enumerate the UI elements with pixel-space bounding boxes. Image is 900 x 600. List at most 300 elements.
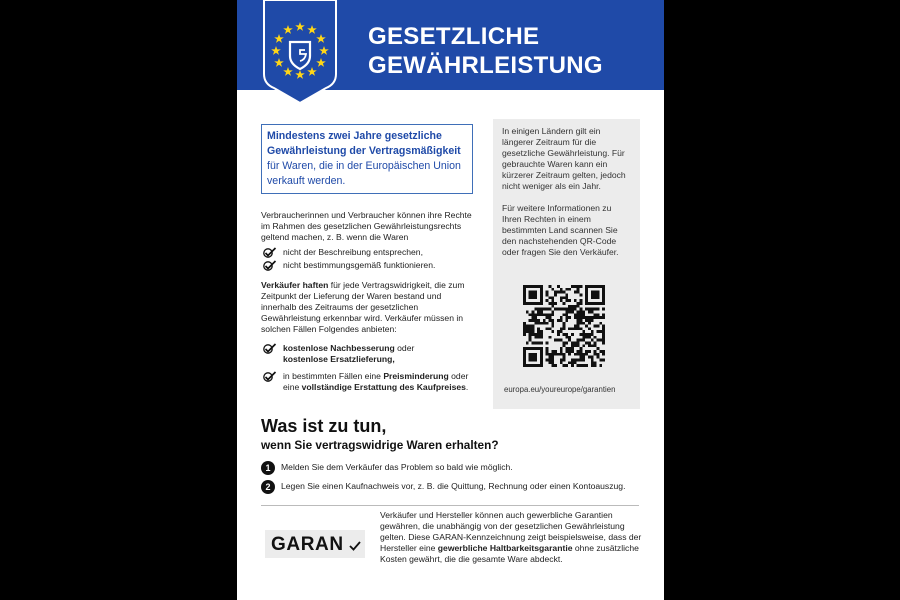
qr-module: [571, 342, 574, 345]
section-title: Was ist zu tun,: [261, 416, 387, 436]
qr-module: [546, 313, 549, 316]
qr-module: [597, 356, 600, 359]
qr-module: [563, 327, 566, 330]
qr-module: [582, 313, 585, 316]
qr-module: [597, 353, 600, 356]
qr-module: [534, 342, 537, 345]
qr-module: [526, 330, 529, 333]
qr-module: [574, 327, 577, 330]
check-icon: [263, 371, 277, 382]
qr-module: [582, 339, 585, 342]
qr-module: [531, 302, 534, 305]
qr-module: [574, 344, 577, 347]
qr-module: [534, 308, 537, 311]
qr-module: [537, 313, 540, 316]
qr-module: [546, 308, 549, 311]
qr-module: [568, 339, 571, 342]
qr-module: [546, 342, 549, 345]
qr-module: [546, 353, 549, 356]
qr-module: [531, 364, 534, 367]
section-subtitle: wenn Sie vertragswidrige Waren erhalten?: [261, 438, 499, 452]
qr-module: [523, 325, 526, 328]
qr-module: [594, 316, 597, 319]
qr-module: [602, 330, 605, 333]
qr-module: [537, 327, 540, 330]
qr-module: [523, 364, 526, 367]
qr-module: [540, 296, 543, 299]
qr-module: [540, 347, 543, 350]
qr-module: [523, 285, 526, 288]
qr-module: [537, 333, 540, 336]
qr-module: [580, 319, 583, 322]
qr-module: [546, 299, 549, 302]
qr-module: [546, 347, 549, 350]
qr-module: [565, 308, 568, 311]
qr-module: [540, 288, 543, 291]
qr-module: [602, 299, 605, 302]
qr-module: [543, 313, 546, 316]
qr-module: [571, 350, 574, 353]
qr-module: [531, 293, 534, 296]
qr-module: [529, 339, 532, 342]
step-text: Melden Sie dem Verkäufer das Problem so bald wie möglich.: [281, 462, 513, 472]
qr-module: [571, 344, 574, 347]
qr-module: [594, 302, 597, 305]
qr-module: [540, 342, 543, 345]
qr-module: [554, 339, 557, 342]
step-item: [261, 462, 639, 473]
qr-module: [597, 302, 600, 305]
list-item: [261, 343, 473, 365]
qr-module: [585, 299, 588, 302]
qr-module: [588, 322, 591, 325]
qr-module: [591, 356, 594, 359]
qr-module: [560, 288, 563, 291]
qr-module: [602, 285, 605, 288]
qr-module: [597, 293, 600, 296]
qr-module: [523, 296, 526, 299]
qr-module: [565, 319, 568, 322]
check-icon: [263, 260, 277, 271]
garan-text-bold: gewerbliche Haltbarkeitsgarantie: [437, 543, 573, 553]
qr-module: [537, 347, 540, 350]
qr-module: [540, 350, 543, 353]
qr-module: [557, 291, 560, 294]
qr-module: [585, 288, 588, 291]
qr-module: [565, 299, 568, 302]
qr-module: [597, 330, 600, 333]
qr-module: [526, 327, 529, 330]
qr-module: [574, 285, 577, 288]
qr-module: [571, 308, 574, 311]
title-line-1: GESETZLICHE: [368, 23, 540, 50]
qr-module: [523, 359, 526, 362]
qr-module: [563, 291, 566, 294]
qr-module: [563, 296, 566, 299]
steps-list: [261, 462, 639, 492]
qr-module: [551, 325, 554, 328]
qr-module: [554, 291, 557, 294]
qr-module: [588, 308, 591, 311]
qr-module: [557, 285, 560, 288]
qr-module: [537, 330, 540, 333]
qr-module: [582, 364, 585, 367]
qr-module: [599, 316, 602, 319]
qr-module: [534, 285, 537, 288]
page-title: [368, 22, 603, 80]
qr-module: [557, 308, 560, 311]
qr-module: [526, 347, 529, 350]
qr-module: [580, 347, 583, 350]
qr-module: [577, 353, 580, 356]
qr-module: [546, 327, 549, 330]
qr-module: [577, 350, 580, 353]
qr-module: [577, 359, 580, 362]
qr-module: [534, 353, 537, 356]
qr-module: [548, 356, 551, 359]
sellers-bold: Verkäufer haften: [261, 280, 329, 290]
qr-module: [534, 356, 537, 359]
qr-module: [551, 350, 554, 353]
qr-module: [523, 293, 526, 296]
garan-logo: [265, 530, 365, 558]
qr-module: [565, 347, 568, 350]
qr-module: [577, 302, 580, 305]
qr-module: [537, 310, 540, 313]
info-url[interactable]: europa.eu/youreurope/garantien: [504, 385, 616, 394]
qr-module: [540, 322, 543, 325]
qr-module: [588, 350, 591, 353]
qr-module: [523, 330, 526, 333]
qr-module: [546, 291, 549, 294]
qr-module: [582, 322, 585, 325]
qr-module: [548, 308, 551, 311]
qr-module: [585, 350, 588, 353]
remedy-text: oder eine: [283, 371, 469, 392]
qr-module: [602, 350, 605, 353]
qr-module: [540, 353, 543, 356]
qr-module: [526, 285, 529, 288]
qr-module: [602, 359, 605, 362]
qr-module: [602, 302, 605, 305]
qr-module: [540, 364, 543, 367]
qr-module: [551, 322, 554, 325]
qr-module: [548, 285, 551, 288]
qr-module: [585, 302, 588, 305]
qr-module: [577, 285, 580, 288]
qr-module: [599, 285, 602, 288]
qr-module: [554, 350, 557, 353]
remedy-bold: Preisminderung: [383, 371, 449, 381]
qr-module: [560, 296, 563, 299]
qr-module: [546, 350, 549, 353]
qr-module: [529, 313, 532, 316]
qr-module: [531, 353, 534, 356]
qr-module: [529, 359, 532, 362]
qr-module: [588, 310, 591, 313]
qr-module: [597, 296, 600, 299]
qr-module: [585, 342, 588, 345]
qr-module: [580, 327, 583, 330]
qr-module: [529, 325, 532, 328]
qr-module: [591, 359, 594, 362]
qr-module: [594, 364, 597, 367]
qr-module: [585, 336, 588, 339]
qr-module: [560, 319, 563, 322]
qr-module: [585, 296, 588, 299]
qr-module: [523, 299, 526, 302]
qr-module: [577, 313, 580, 316]
qr-module: [531, 313, 534, 316]
qr-module: [523, 322, 526, 325]
qr-module: [565, 342, 568, 345]
qr-module: [588, 342, 591, 345]
qr-module: [560, 291, 563, 294]
qr-module: [529, 336, 532, 339]
qr-module: [529, 319, 532, 322]
qr-module: [537, 302, 540, 305]
qr-module: [534, 293, 537, 296]
qr-module: [531, 356, 534, 359]
qr-module: [529, 327, 532, 330]
qr-module: [554, 308, 557, 311]
qr-module: [554, 364, 557, 367]
qr-module: [577, 339, 580, 342]
qr-module: [599, 302, 602, 305]
qr-module: [574, 316, 577, 319]
qr-module: [565, 310, 568, 313]
qr-module: [568, 347, 571, 350]
qr-module: [565, 336, 568, 339]
qr-module: [546, 359, 549, 362]
qr-module: [534, 291, 537, 294]
qr-module: [602, 325, 605, 328]
qr-module: [529, 330, 532, 333]
step-number-icon: 1: [261, 461, 275, 475]
qr-module: [523, 288, 526, 291]
qr-module: [599, 339, 602, 342]
qr-module: [523, 361, 526, 364]
qr-module: [580, 364, 583, 367]
qr-module: [594, 342, 597, 345]
qr-module: [531, 291, 534, 294]
qr-module: [551, 313, 554, 316]
qr-module: [548, 316, 551, 319]
qr-module: [585, 353, 588, 356]
intro-box: [261, 124, 473, 194]
remedy-text: in bestimmten Fällen eine: [283, 371, 384, 381]
qr-module: [580, 333, 583, 336]
qr-module: [571, 364, 574, 367]
qr-module: [529, 302, 532, 305]
qr-module: [565, 364, 568, 367]
qr-module: [560, 347, 563, 350]
qr-module: [585, 316, 588, 319]
qr-module: [591, 330, 594, 333]
conditions-list: [261, 247, 473, 271]
qr-module: [551, 361, 554, 364]
qr-module: [551, 305, 554, 308]
qr-module: [588, 336, 591, 339]
qr-module: [591, 333, 594, 336]
qr-module: [551, 299, 554, 302]
qr-module: [551, 310, 554, 313]
qr-module: [571, 285, 574, 288]
qr-module: [599, 330, 602, 333]
qr-module: [591, 344, 594, 347]
qr-module: [571, 327, 574, 330]
qr-module: [588, 319, 591, 322]
qr-module: [531, 310, 534, 313]
qr-module: [537, 342, 540, 345]
warranty-notice-page: [237, 0, 664, 600]
garan-logo-text: GARAN: [271, 534, 344, 555]
qr-module: [548, 327, 551, 330]
qr-module: [585, 333, 588, 336]
qr-module: [560, 359, 563, 362]
qr-module: [560, 327, 563, 330]
qr-module: [599, 350, 602, 353]
qr-module: [568, 305, 571, 308]
qr-module: [563, 353, 566, 356]
qr-module: [582, 353, 585, 356]
qr-module: [551, 288, 554, 291]
qr-module: [577, 305, 580, 308]
remedy-bold: kostenlose Ersatzlieferung,: [283, 354, 395, 364]
qr-module: [602, 288, 605, 291]
qr-module: [560, 361, 563, 364]
qr-module: [582, 336, 585, 339]
qr-module: [534, 296, 537, 299]
qr-module: [534, 359, 537, 362]
qr-module: [594, 350, 597, 353]
qr-module: [531, 325, 534, 328]
qr-module: [557, 339, 560, 342]
qr-module: [599, 322, 602, 325]
qr-module: [557, 330, 560, 333]
qr-module: [591, 293, 594, 296]
qr-module: [594, 313, 597, 316]
qr-module: [551, 356, 554, 359]
qr-module: [565, 313, 568, 316]
qr-module: [582, 330, 585, 333]
qr-module: [534, 302, 537, 305]
qr-module: [602, 313, 605, 316]
list-item: [261, 247, 473, 258]
list-item: [261, 260, 473, 271]
garan-check-icon: [349, 541, 361, 551]
qr-module: [565, 296, 568, 299]
qr-module: [537, 319, 540, 322]
qr-module: [574, 342, 577, 345]
qr-module: [574, 308, 577, 311]
qr-module: [523, 350, 526, 353]
qr-module: [548, 319, 551, 322]
qr-module: [568, 308, 571, 311]
qr-module: [526, 310, 529, 313]
qr-module: [568, 336, 571, 339]
check-icon: [263, 343, 277, 354]
qr-module: [523, 302, 526, 305]
qr-module: [540, 359, 543, 362]
qr-module: [588, 327, 591, 330]
qr-module: [602, 353, 605, 356]
sellers-paragraph: [261, 280, 473, 335]
qr-module: [537, 336, 540, 339]
garan-text-post: ohne zusätzliche Kosten gewährt, die die gesamte Ware abdeckt.: [380, 543, 639, 564]
qr-module: [560, 308, 563, 311]
qr-module: [591, 319, 594, 322]
qr-module: [548, 313, 551, 316]
qr-module: [565, 288, 568, 291]
qr-module: [577, 288, 580, 291]
qr-module: [540, 293, 543, 296]
qr-module: [526, 302, 529, 305]
qr-module: [599, 364, 602, 367]
qr-module: [582, 316, 585, 319]
qr-module: [565, 316, 568, 319]
qr-module: [557, 319, 560, 322]
qr-module: [585, 285, 588, 288]
qr-module: [546, 322, 549, 325]
qr-module: [568, 299, 571, 302]
qr-module: [523, 327, 526, 330]
qr-module: [594, 308, 597, 311]
qr-module: [571, 361, 574, 364]
qr-module: [599, 359, 602, 362]
qr-module: [563, 356, 566, 359]
qr-module: [571, 333, 574, 336]
qr-module: [529, 293, 532, 296]
step-text: Legen Sie einen Kaufnachweis vor, z. B. die Quittung, Rechnung oder einen Kontoauszug.: [281, 481, 626, 491]
qr-module: [531, 347, 534, 350]
qr-module: [594, 325, 597, 328]
qr-module: [537, 322, 540, 325]
qr-module: [565, 333, 568, 336]
qr-module: [551, 359, 554, 362]
qr-module: [574, 325, 577, 328]
qr-module: [543, 308, 546, 311]
qr-module: [582, 333, 585, 336]
qr-module: [568, 327, 571, 330]
qr-module: [591, 302, 594, 305]
qr-module: [591, 364, 594, 367]
qr-module: [560, 330, 563, 333]
qr-module: [585, 293, 588, 296]
qr-module: [565, 293, 568, 296]
qr-module: [554, 302, 557, 305]
qr-code-icon[interactable]: [523, 285, 605, 367]
qr-module: [560, 299, 563, 302]
qr-module: [580, 350, 583, 353]
qr-module: [540, 302, 543, 305]
qr-module: [534, 313, 537, 316]
qr-module: [580, 353, 583, 356]
qr-module: [568, 316, 571, 319]
qr-module: [534, 347, 537, 350]
qr-module: [582, 310, 585, 313]
qr-module: [568, 350, 571, 353]
intro-rest: für Waren, die in der Europäischen Union verkauft werden.: [267, 160, 461, 187]
qr-module: [594, 353, 597, 356]
qr-module: [582, 356, 585, 359]
qr-module: [591, 361, 594, 364]
qr-module: [529, 364, 532, 367]
qr-module: [526, 364, 529, 367]
qr-module: [571, 359, 574, 362]
step-item: [261, 481, 639, 492]
qr-module: [529, 296, 532, 299]
